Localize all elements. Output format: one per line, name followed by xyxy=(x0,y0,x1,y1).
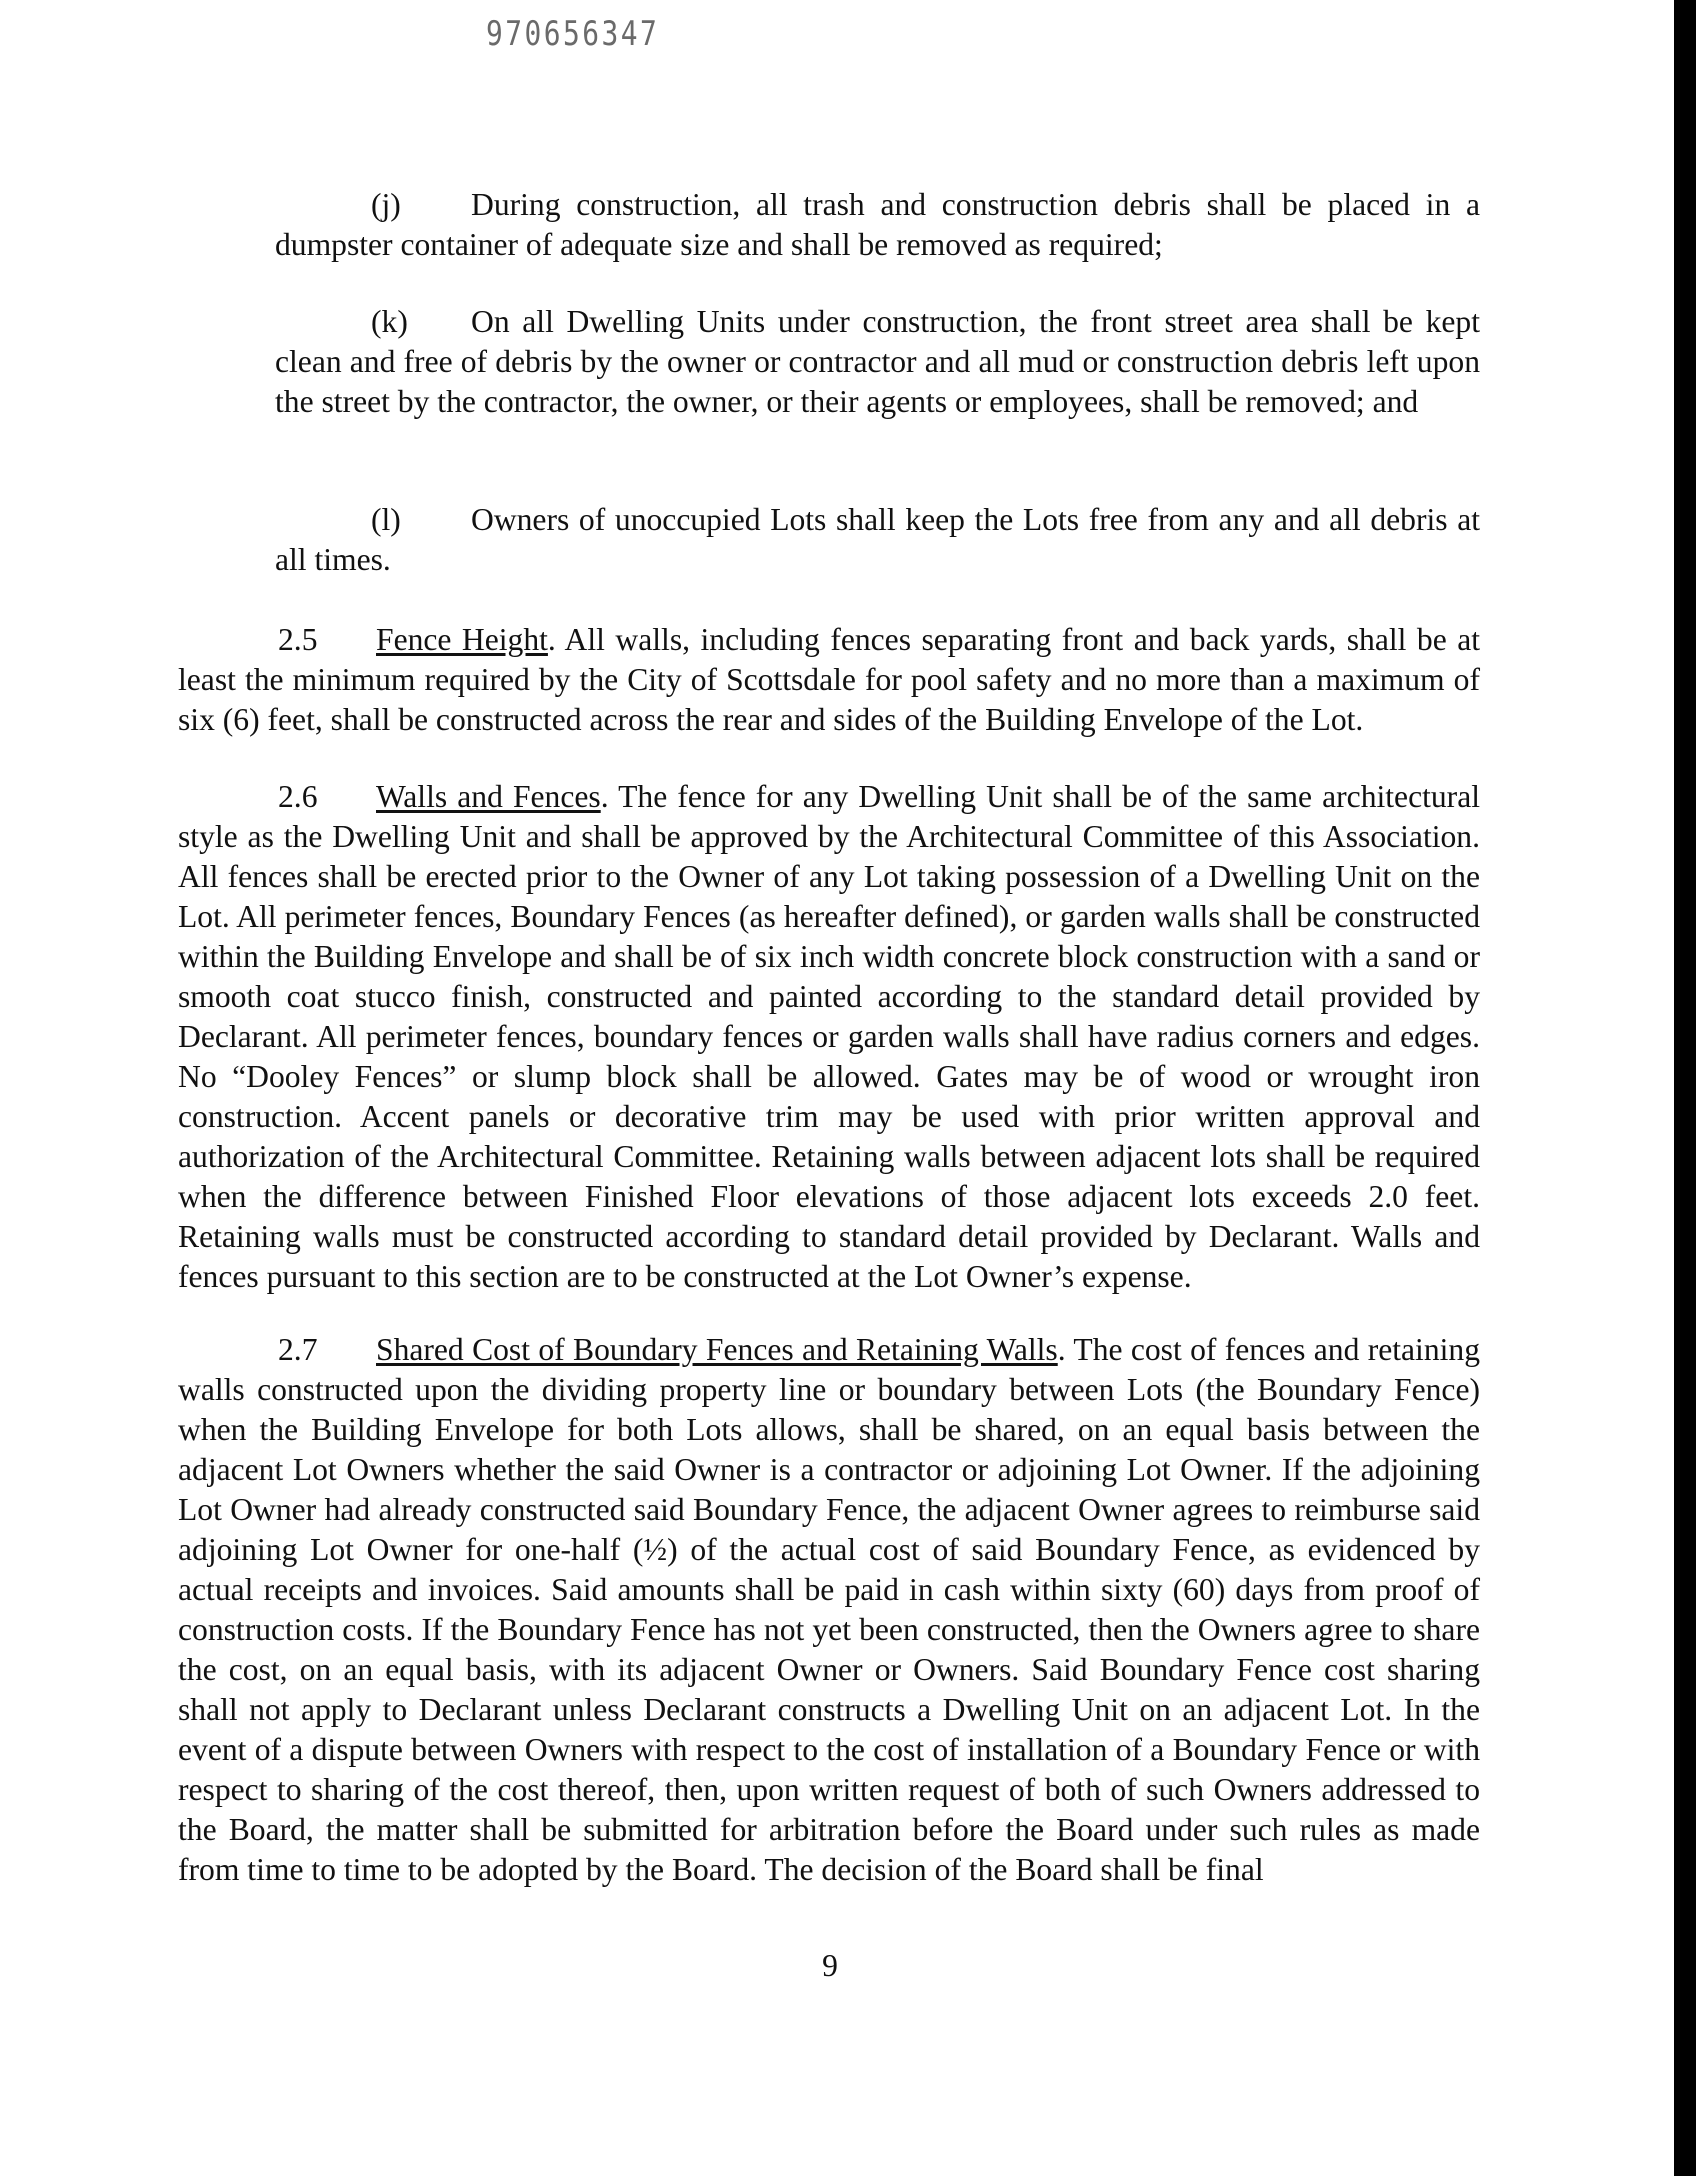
section-text: . The fence for any Dwelling Unit shall be of the same architectural style as the Dwelling Unit and shall be approved by the Architectural Committee of this Association. All fences shall be erected prior to the Owner of any Lot taking possession of a Dwelling Unit on the Lot. All perimeter fences, Boundary Fences (as hereafter defined), or garden walls shall be constructed within the Building Envelope and shall be of six inch width concrete block construction with a sand or smooth coat stucco finish, constructed and painted according to the standard detail provided by Declarant. All perimeter fences, boundary fences or garden walls shall have radius corners and edges. No “Dooley Fences” or slump block shall be allowed. Gates may be of wood or wrought iron construction. Accent panels or decorative trim may be used with prior written approval and authorization of the Architectural Committee. Retaining walls between adjacent lots shall be required when the difference between Finished Floor elevations of those adjacent lots exceeds 2.0 feet. Retaining walls must be constructed according to standard detail provided by Declarant. Walls and fences pursuant to this section are to be constructed at the Lot Owner’s expense. xyxy=(178,779,1480,1294)
subsection-text: During construction, all trash and construction debris shall be placed in a dumpster container of adequate size and shall be removed as required; xyxy=(275,187,1480,262)
subsection-j xyxy=(275,185,1480,265)
subsection-marker: (k) xyxy=(371,304,408,339)
section-heading: Fence Height xyxy=(376,622,548,657)
section-2-6 xyxy=(178,777,1480,1297)
section-heading: Shared Cost of Boundary Fences and Retaining Walls xyxy=(376,1332,1058,1367)
section-text: . The cost of fences and retaining walls constructed upon the dividing property line or boundary between Lots (the Boundary Fence) when the Building Envelope for both Lots allows, shall be shared, on an equal basis between the adjacent Lot Owners whether the said Owner is a contractor or adjoining Lot Owner. If the adjoining Lot Owner had already constructed said Boundary Fence, the adjacent Owner agrees to reimburse said adjoining Lot Owner for one-half (½) of the actual cost of said Boundary Fence, as evidenced by actual receipts and invoices. Said amounts shall be paid in cash within sixty (60) days from proof of construction costs. If the Boundary Fence has not yet been constructed, then the Owners agree to share the cost, on an equal basis, with its adjacent Owner or Owners. Said Boundary Fence cost sharing shall not apply to Declarant unless Declarant constructs a Dwelling Unit on an adjacent Lot. In the event of a dispute between Owners with respect to the cost of installation of a Boundary Fence or with respect to sharing of the cost thereof, then, upon written request of both of such Owners addressed to the Board, the matter shall be submitted for arbitration before the Board under such rules as made from time to time to be adopted by the Board. The decision of the Board shall be final xyxy=(178,1332,1480,1887)
subsection-l xyxy=(275,500,1480,580)
section-2-5 xyxy=(178,620,1480,740)
section-number: 2.6 xyxy=(278,779,318,814)
section-number: 2.7 xyxy=(278,1332,318,1367)
document-number-stamp: 970656347 xyxy=(486,14,660,54)
section-number: 2.5 xyxy=(278,622,318,657)
section-heading: Walls and Fences xyxy=(376,779,601,814)
section-text: . All walls, including fences separating front and back yards, shall be at least the minimum required by the City of Scottsdale for pool safety and no more than a maximum of six (6) feet, shall be constructed across the rear and sides of the Building Envelope of the Lot. xyxy=(178,622,1480,737)
subsection-text: On all Dwelling Units under construction, the front street area shall be kept clean and free of debris by the owner or contractor and all mud or construction debris left upon the street by the contractor, the owner, or their agents or employees, shall be removed; and xyxy=(275,304,1480,419)
subsection-marker: (j) xyxy=(371,187,401,222)
subsection-marker: (l) xyxy=(371,502,401,537)
page-number: 9 xyxy=(822,1948,838,1983)
scan-edge-bar xyxy=(1674,0,1696,2176)
subsection-k xyxy=(275,302,1480,422)
section-2-7 xyxy=(178,1330,1480,1890)
subsection-text: Owners of unoccupied Lots shall keep the Lots free from any and all debris at all times. xyxy=(275,502,1480,577)
